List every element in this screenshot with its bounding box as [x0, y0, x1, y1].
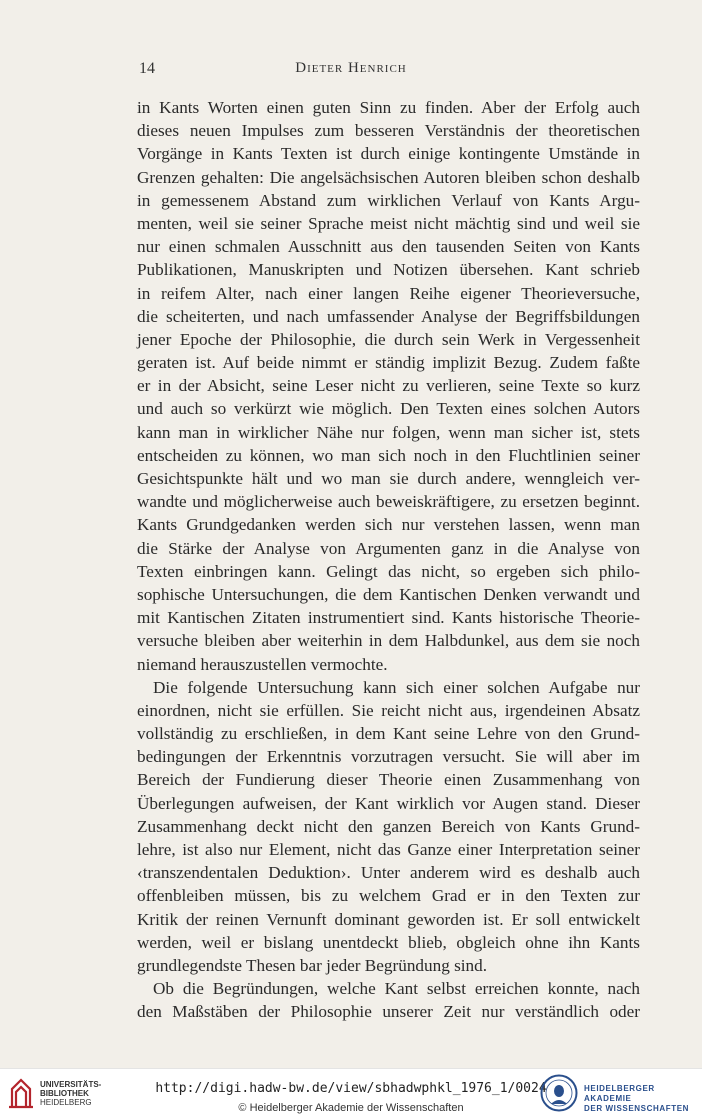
page-number: 14 [139, 60, 155, 77]
paragraph-3 [137, 977, 640, 1023]
academy-seal-icon[interactable] [540, 1074, 578, 1112]
text-line: in reifem Alter, nach einer langen Reihe eigener Theorieversuche, [137, 283, 640, 303]
text-line: Publikationen, Manuskripten und Notizen übersehen. Kant schrieb [137, 260, 640, 280]
text-line: entscheiden zu können, wo man sich noch in den Fluchtlinien seiner [137, 445, 640, 465]
text-line: er in der Absicht, seine Leser nicht zu verlieren, seine Texte so kurz [137, 376, 640, 396]
text-line: werden, weil er bislang unentdeckt blieb, obgleich ohne ihn Kants [137, 932, 640, 952]
body-text [137, 96, 640, 1024]
text-line: einordnen, nicht sie erfüllen. Sie reicht nicht aus, irgendeinen Absatz [137, 700, 640, 720]
text-line: die Stärke der Analyse von Argumenten ganz in die Analyse von [137, 538, 640, 558]
text-line: niemand herauszustellen vermochte. [137, 654, 388, 674]
text-line: Grenzen gehalten: Die angelsächsischen Autoren bleiben schon deshalb [137, 167, 640, 187]
viewer-footer [0, 1068, 702, 1120]
academy-name-line: DER WISSENSCHAFTEN [584, 1104, 690, 1113]
text-line: Vorgänge in Kants Texten ist durch einige kontingente Umstände in [137, 144, 640, 164]
text-line: kann man in wirklicher Nähe nur folgen, wenn man sicher ist, stets [137, 422, 640, 442]
text-line: menten, weil sie seiner Sprache meist nicht mächtig sind und weil sie [137, 213, 640, 233]
text-line: Zusammenhang deckt nicht den ganzen Bereich von Kants Grund- [137, 816, 640, 836]
library-city: HEIDELBERG [40, 1098, 92, 1107]
text-line: Gesichtspunkte hält und wo man sie durch andere, wenngleich ver- [137, 469, 640, 488]
text-line: geraten ist. Auf beide nimmt er ständig implizit Bezug. Zudem faßte [137, 353, 640, 373]
text-line: die scheiterten, und nach umfassender Analyse der Begriffsbildungen [137, 306, 640, 326]
text-line: Bereich der Fundierung dieser Theorie einen Zusammenhang von [137, 770, 640, 790]
text-line: lehre, ist also nur Element, nicht das Ganze einer Interpretation seiner [137, 840, 640, 859]
text-line: offenbleiben müssen, bis zu welchem Grad er in den Texten zur [137, 886, 640, 906]
text-line: Kants Grundgedanken werden sich nur verstehen lassen, wenn man [137, 515, 640, 535]
text-line: und auch so verkürzt wie möglich. Den Texten eines solchen Autors [137, 399, 640, 419]
text-line: in Kants Worten einen guten Sinn zu finden. Aber der Erfolg auch [137, 98, 640, 117]
text-line: Die folgende Untersuchung kann sich einer solchen Aufgabe nur [153, 677, 640, 697]
text-line: sophische Untersuchungen, die dem Kantischen Denken verwandt und [137, 584, 640, 604]
copyright-notice: © Heidelberger Akademie der Wissenschaften [238, 1102, 464, 1114]
permalink-url[interactable]: http://digi.hadw-bw.de/view/sbhadwphkl_1976_1/0024 [155, 1081, 547, 1096]
text-line: Kritik der reinen Vernunft dominant geworden ist. Er soll entwickelt [137, 909, 640, 929]
text-line: Ob die Begründungen, welche Kant selbst erreichen konnte, nach [153, 979, 640, 999]
text-line: ‹transzendentalen Deduktion›. Unter anderem wird es deshalb auch [137, 863, 640, 883]
academy-name [584, 1084, 702, 1114]
library-name-line: BIBLIOTHEK [40, 1089, 89, 1098]
text-line: in gemessenem Abstand zum wirklichen Verlauf von Kants Argu- [137, 190, 640, 210]
running-head: Dieter Henrich [295, 60, 407, 76]
text-line: den Maßstäben der Philosophie unserer Zeit nur verständlich oder [137, 1002, 640, 1022]
text-line: Texten einbringen kann. Gelingt das nicht, so ergeben sich philo- [137, 561, 640, 581]
text-line: versuche bleiben aber weiterhin in dem Halbdunkel, aus dem sie noch [137, 631, 640, 651]
text-line: Überlegungen aufweisen, der Kant wirklich vor Augen stand. Dieser [137, 793, 640, 813]
text-line: mit Kantischen Zitaten instrumentiert sind. Kants historische Theorie- [137, 608, 640, 628]
paragraph-1 [137, 96, 640, 676]
text-line: bedingungen der Erkenntnis vorzutragen versucht. Sie will aber im [137, 747, 640, 767]
text-line: wandte und möglicherweise auch beweiskräftigere, zu ersetzen beginnt. [137, 492, 640, 512]
library-name-line: UNIVERSITÄTS- [40, 1080, 102, 1089]
text-line: jener Epoche der Philosophie, die durch sein Werk in Vergessenheit [137, 329, 640, 349]
paragraph-2 [137, 676, 640, 977]
text-line: vollständig zu erschließen, in dem Kant seine Lehre von den Grund- [137, 724, 640, 744]
text-line: dieses neuen Impulses zum besseren Verständnis der theoretischen [137, 121, 640, 141]
academy-name-line: HEIDELBERGER AKADEMIE [584, 1084, 655, 1103]
text-line: nur einen schmalen Ausschnitt aus den tausenden Seiten von Kants [137, 237, 640, 257]
text-line: grundlegendste Thesen bar jeder Begründung sind. [137, 955, 488, 975]
